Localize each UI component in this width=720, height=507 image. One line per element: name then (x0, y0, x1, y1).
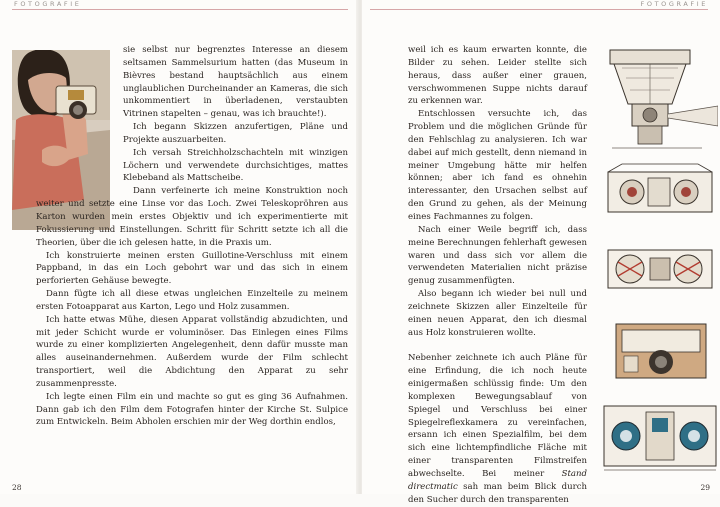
paragraph: Ich versah Streichholzschachteln mit winzigen Löchern und verwendete durchsichtiges, mattes Klebeband als Mattscheibe. (123, 147, 348, 184)
left-text-column (36, 44, 348, 429)
header-rule-right (370, 9, 708, 10)
paragraph: Dann verfeinerte ich meine Konstruktion noch weiter und setzte eine Linse vor das Loch. Zwei Teleskopröhren aus Karton wurden mein erstes Objektiv und ich experimentierte mit Fokussierung und Einstellungen. Schritt für Schritt setzte ich all die Theorien, über die ich gelesen hatte, in die Praxis um. (36, 186, 348, 248)
paragraph (408, 352, 587, 506)
paragraph: sie selbst nur begrenztes Interesse an diesem seltsamen Sammelsurium hatten (das Museum in Bièvres bestand hauptsächlich aus einem unglaublichen Durcheinander an Kameras, die sich unkommentiert in überladenen, verstaubten Vitrinen stapelten – genau, was ich brauchte!). (123, 45, 348, 120)
running-header-left: FOTOGRAFIE (14, 0, 82, 8)
paragraph: Ich hatte etwas Mühe, diesen Apparat vollständig abzudichten, und mit jeder Schicht wurde er voluminöser. Das Einlegen eines Films wurde zu einer komplizierten Angelegenheit, denn dafür musste man alles auseinandernehmen. Außerdem wurde der Film schlecht transportiert, weil die Abdichtung den Apparat zu sehr zusammenpresste. (36, 314, 348, 389)
camera-sketch-1 (602, 162, 718, 222)
text-run: Nebenher zeichnete ich auch Pläne für eine Erfindung, die ich noch heute einigermaßen schlüssig finde: Um den komplexen Bewegungsablauf von Spiegel und Verschluss bei einer Spiegelreflexkamera zu vereinfachen, ersann ich einen Spezialfilm, bei dem sich eine lichtempfindliche Fläche mit einer transparenten Filmstreifen abwechselte. Bei meiner (408, 353, 587, 479)
projector-sketch (602, 44, 718, 156)
paragraph: Ich begann Skizzen anzufertigen, Pläne und Projekte auszuarbeiten. (123, 122, 348, 145)
emphasis: Stand directmatic (408, 469, 587, 492)
paragraph: Dann fügte ich all diese etwas ungleichen Einzelteile zu meinem ersten Fotoapparat aus Karton, Lego und Holz zusammen. (36, 289, 348, 312)
paragraph: Nach einer Weile begriff ich, dass meine Berechnungen fehlerhaft gewesen waren und dass sich vor allem die verwendeten Materialien nicht präzise genug zusammenfügten. (408, 224, 587, 287)
left-page (0, 0, 358, 494)
page-number-left: 28 (12, 483, 22, 492)
paragraph-gap (408, 339, 587, 352)
camera-sketch-3 (602, 316, 718, 384)
paragraph: Ich legte einen Film ein und machte so gut es ging 36 Aufnahmen. Dann gab ich den Film dem Fotografen hinter der Kirche St. Sulpice zum Entwickeln. Beim Abholen erschien mir der Weg dorthin endlos, (36, 391, 348, 428)
right-page (362, 0, 720, 505)
page-number-right: 29 (700, 483, 710, 492)
camera-sketches (602, 44, 718, 484)
paragraph: Ich konstruierte meinen ersten Guillotine-Verschluss mit einem Pappband, in das ein Loch gebohrt war und das sich in einem perforierten Gehäuse bewegte. (36, 250, 348, 287)
right-text-column (408, 44, 587, 507)
camera-sketch-4 (602, 398, 718, 478)
running-header-right: FOTOGRAFIE (640, 0, 708, 8)
header-rule-left (12, 9, 348, 10)
paragraph: weil ich es kaum erwarten konnte, die Bilder zu sehen. Leider stellte sich heraus, dass außer einer grauen, verschwommenen Suppe nichts darauf zu erkennen war. (408, 45, 587, 107)
camera-sketch-2 (602, 240, 718, 298)
paragraph: Entschlossen versuchte ich, das Problem und die möglichen Gründe für den Fehlschlag zu analysieren. Ich war dabei auf mich gestellt, denn niemand in meiner Umgebung hätte mir helfen können; aber ich fand es ohnehin interessanter, den Ursachen selbst auf den Grund zu gehen, als der Meinung eines Fachmannes zu folgen. (408, 109, 587, 222)
paragraph: Also begann ich wieder bei null und zeichnete Skizzen aller Einzelteile für einen neuen Apparat, den ich diesmal aus Holz konstruieren wollte. (408, 289, 587, 338)
text-run: sah man beim Blick durch den Sucher durch den transparenten (408, 481, 587, 505)
